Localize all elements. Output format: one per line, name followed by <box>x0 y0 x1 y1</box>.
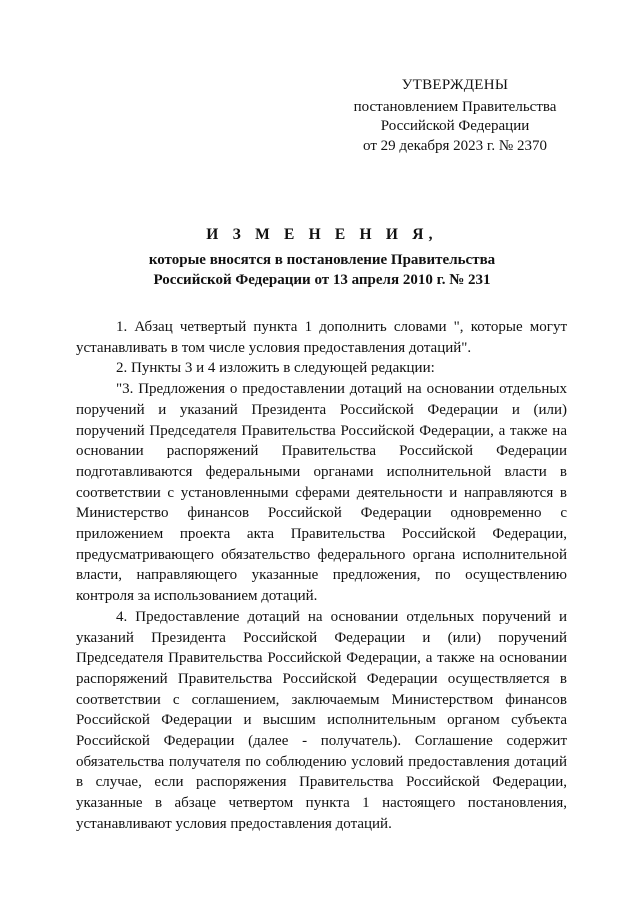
approval-line: от 29 декабря 2023 г. № 2370 <box>363 137 547 154</box>
approval-line: постановлением Правительства <box>353 98 557 115</box>
paragraph-item-1: 1. Абзац четвертый пункта 1 дополнить словами ", которые могут устанавливать в том числе условия предоставления дотаций". <box>76 319 567 356</box>
document-heading <box>70 226 574 290</box>
paragraph-item-3: "3. Предложения о предоставлении дотаций на основании отдельных поручений и указаний Президента Российской Федерации и (или) поручений Председателя Правительства Российской Федерации, а также на основании распоряжений Правительства Российской Федерации подготавливаются федеральными органами исполнительной власти в соответствии с установленными сферами деятельности и направляются в Министерство финансов Российской Федерации одновременно с приложением проекта акта Правительства Российской Федерации, предусматривающего обязательство федерального органа исполнительной власти, направляющего указанные предложения, по осуществлению контроля за использованием дотаций. <box>76 381 567 605</box>
approval-title: УТВЕРЖДЕНЫ <box>401 77 509 93</box>
paragraph-item-4: 4. Предоставление дотаций на основании отдельных поручений и указаний Президента Российской Федерации и (или) поручений Председателя Правительства Российской Федерации, а также на основании распоряжений Правительства Российской Федерации осуществляется в соответствии с соглашением, заключаемым Министерством финансов Российской Федерации и высшим исполнительным органом субъекта Российской Федерации (далее - получатель). Соглашение содержит обязательства получателя по соблюдению условий предоставления дотаций в случае, если распоряжения Правительства Российской Федерации, указанные в абзаце четвертом пункта 1 настоящего постановления, устанавливают условия предоставления дотаций. <box>76 608 567 832</box>
document-body <box>76 317 567 835</box>
approval-stamp <box>330 76 580 156</box>
heading-subtitle-line: которые вносятся в постановление Правительства <box>148 252 496 268</box>
heading-title: И З М Е Н Е Н И Я, <box>206 226 438 243</box>
approval-line: Российской Федерации <box>380 118 530 134</box>
paragraph-item-2: 2. Пункты 3 и 4 изложить в следующей редакции: <box>116 360 435 377</box>
heading-subtitle-line: Российской Федерации от 13 апреля 2010 г. № 231 <box>153 271 491 288</box>
